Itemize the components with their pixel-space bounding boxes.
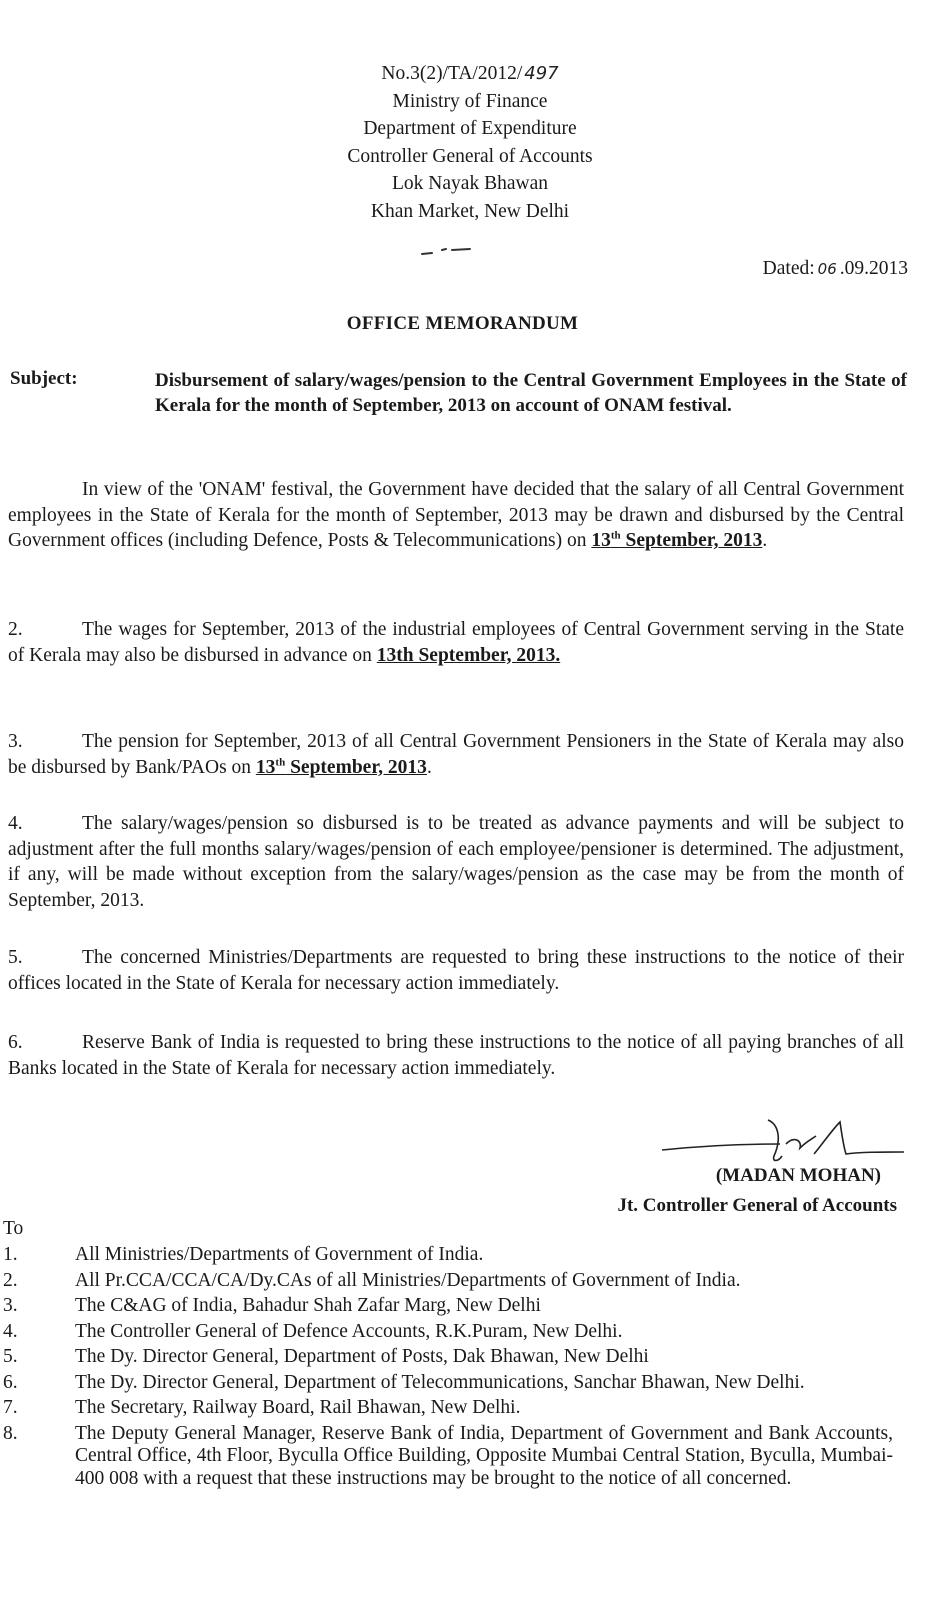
- paragraph-6-text: Reserve Bank of India is requested to bring these instructions to the notice of all paying branches of all Banks located in the State of Kerala for necessary action immediately.: [8, 1032, 904, 1079]
- department-line: Department of Expenditure: [363, 118, 577, 139]
- paragraph-3-date: 13th September, 2013: [255, 756, 427, 778]
- paragraph-2: [8, 617, 904, 668]
- subject-label: Subject:: [10, 368, 78, 389]
- reference-printed: No.3(2)/TA/2012/: [381, 63, 523, 84]
- recipient-list: [3, 1244, 893, 1493]
- ministry-line: Ministry of Finance: [392, 90, 548, 112]
- paragraph-2-date: 13th September, 2013.: [376, 644, 561, 666]
- list-item: 2. All Pr.CCA/CCA/CA/Dy.CAs of all Ministries/Departments of Government of India.: [3, 1269, 741, 1291]
- paragraph-6: [8, 1030, 904, 1081]
- reference-number: [300, 60, 640, 88]
- signature-icon: [660, 1118, 910, 1168]
- paragraph-3-number: 3.: [8, 731, 23, 752]
- building-line: Lok Nayak Bhawan: [392, 173, 548, 194]
- paragraph-2-text: The wages for September, 2013 of the industrial employees of Central Government serving in the State of Kerala may also be disbursed in advance on: [8, 619, 904, 666]
- paragraph-4-number: 4.: [8, 813, 23, 834]
- letterhead: [300, 60, 640, 225]
- subject-text: Disbursement of salary/wages/pension to the Central Government Employees in the State of Kerala for the month of September, 2013 on account of ONAM festival.: [155, 370, 907, 416]
- list-item: 6. The Dy. Director General, Department of Telecommunications, Sanchar Bhawan, New Delhi.: [3, 1371, 805, 1393]
- office-line: Controller General of Accounts: [347, 145, 593, 167]
- ink-mark-icon: [418, 245, 478, 259]
- paragraph-1-text: In view of the 'ONAM' festival, the Government have decided that the salary of all Central Government employees in the State of Kerala for the month of September, 2013 may be drawn and disbursed by the Central Government offices (including Defence, Posts & Telecommunications) on: [8, 479, 904, 551]
- signatory-designation: Jt. Controller General of Accounts: [617, 1195, 897, 1216]
- date-rest: .09.2013: [839, 258, 908, 279]
- paragraph-4: [8, 811, 904, 913]
- paragraph-4-text: The salary/wages/pension so disbursed is to be treated as advance payments and will be subject to adjustment after the full months salary/wages/pension of each employee/pensioner is determined. The adjustment, if any, will be made without exception from the salary/wages/pension as the case may be from the month of September, 2013.: [8, 813, 904, 911]
- paragraph-2-number: 2.: [8, 619, 23, 640]
- reference-handwritten: 497: [524, 63, 559, 84]
- list-item: 1. All Ministries/Departments of Government of India.: [3, 1244, 484, 1265]
- list-item: 7. The Secretary, Railway Board, Rail Bhawan, New Delhi.: [3, 1397, 521, 1418]
- list-item: 8. The Deputy General Manager, Reserve Bank of India, Department of Government and Bank Accounts, Central Office, 4th Floor, Byculla Office Building, Opposite Mumbai Central Station, Byculla, Mumbai-400 008 with a request that these instructions may be brought to the notice of all concerned.: [3, 1422, 893, 1489]
- paragraph-3-text: The pension for September, 2013 of all Central Government Pensioners in the State of Kerala may also be disbursed by Bank/PAOs on: [8, 731, 904, 778]
- paragraph-6-number: 6.: [8, 1032, 23, 1053]
- paragraph-1: In view of the 'ONAM' festival, the Government have decided that the salary of all Central Government employees in the State of Kerala for the month of September, 2013 may be drawn and disbursed by the Central Government offices (including Defence, Posts & Telecommunications) on 13th September, 2013.: [8, 479, 904, 551]
- document-title: OFFICE MEMORANDUM: [346, 313, 579, 334]
- paragraph-5: [8, 945, 904, 996]
- paragraph-3: 3. The pension for September, 2013 of all Central Government Pensioners in the State of Kerala may also be disbursed by Bank/PAOs on 13th September, 2013.: [8, 731, 904, 778]
- paragraph-1-date: 13th September, 2013: [591, 529, 763, 551]
- date-line: [763, 258, 908, 280]
- list-item: 3. The C&AG of India, Bahadur Shah Zafar Marg, New Delhi: [3, 1295, 541, 1316]
- list-item: 5. The Dy. Director General, Department of Posts, Dak Bhawan, New Delhi: [3, 1346, 649, 1367]
- paragraph-5-text: The concerned Ministries/Departments are requested to bring these instructions to the notice of their offices located in the State of Kerala for necessary action immediately.: [8, 947, 904, 994]
- date-day-handwritten: 06: [817, 260, 837, 278]
- to-label: To: [3, 1218, 24, 1239]
- list-item: 4. The Controller General of Defence Accounts, R.K.Puram, New Delhi.: [3, 1320, 623, 1342]
- date-label: Dated:: [762, 258, 815, 279]
- address-line: Khan Market, New Delhi: [370, 200, 570, 222]
- paragraph-5-number: 5.: [8, 947, 23, 968]
- signatory-name: (MADAN MOHAN): [715, 1165, 881, 1186]
